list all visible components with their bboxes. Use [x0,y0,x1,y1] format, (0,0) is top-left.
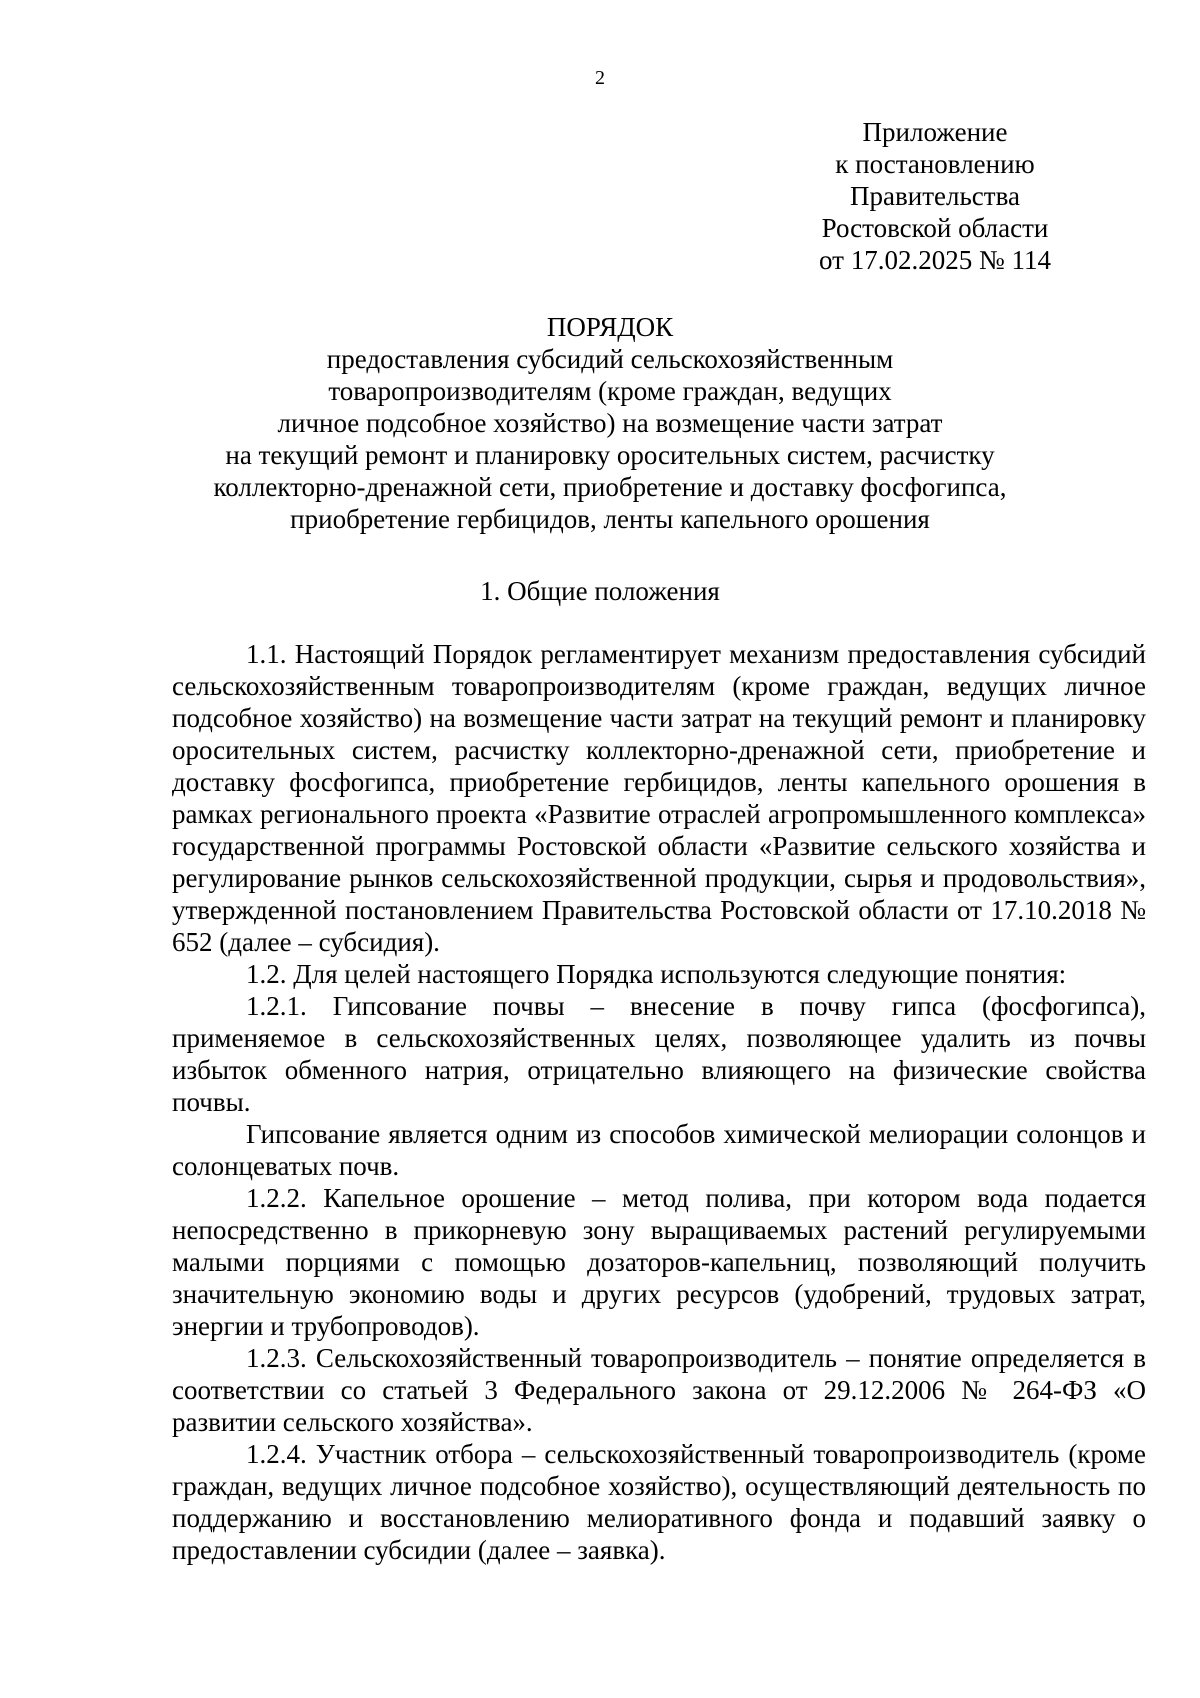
title-heading: ПОРЯДОК [546,312,674,342]
paragraph: 1.1. Настоящий Порядок регламентирует механизм предоставления субсидий сельскохозяйственным товаропроизводителям (кроме граждан, ведущих личное подсобное хозяйство) на возмещение части затрат на текущий ремонт и планировку оросительных систем, расчистку коллекторно-дренажной сети, приобретение и доставку фосфогипса, приобретение гербицидов, ленты капельного орошения в рамках регионального проекта «Развитие отраслей агропромышленного комплекса» государственной программы Ростовской области «Развитие сельского хозяйства и регулирование рынков сельскохозяйственной продукции, сырья и продовольствия», утвержденной постановлением Правительства Ростовской области от 17.10.2018 № 652 (далее – субсидия). [172,639,1146,957]
paragraph: Гипсование является одним из способов химической мелиорации солонцов и солонцеватых почв. [172,1119,1146,1181]
title-line: предоставления субсидий сельскохозяйственным [326,344,894,374]
title-line: приобретение гербицидов, ленты капельного орошения [290,504,930,534]
title-line: личное подсобное хозяйство) на возмещение части затрат [277,408,943,438]
paragraph: 1.2.4. Участник отбора – сельскохозяйственный товаропроизводитель (кроме граждан, ведущих личное подсобное хозяйство), осуществляющий деятельность по поддержанию и восстановлению мелиоративного фонда и подавший заявку о предоставлении субсидии (далее – заявка). [172,1439,1146,1565]
paragraph: 1.2.3. Сельскохозяйственный товаропроизводитель – понятие определяется в соответствии со статьей 3 Федерального закона от 29.12.2006 № 264-ФЗ «О развитии сельского хозяйства». [172,1343,1146,1437]
body-text [172,638,1146,1566]
paragraph: 1.2.1. Гипсование почвы – внесение в почву гипса (фосфогипса), применяемое в сельскохозяйственных целях, позволяющее удалить из почвы избыток обменного натрия, отрицательно влияющего на физические свойства почвы. [172,991,1146,1117]
approval-line: Ростовской области [821,213,1049,243]
title-line: товаропроизводителям (кроме граждан, ведущих [328,376,892,406]
paragraph: 1.2. Для целей настоящего Порядка используются следующие понятия: [246,959,1067,989]
page-number: 2 [595,67,605,89]
approval-line: к постановлению [835,149,1035,179]
approval-block [790,116,1080,276]
title-line: на текущий ремонт и планировку оросительных систем, расчистку [225,440,995,470]
title-line: коллекторно-дренажной сети, приобретение и доставку фосфогипса, [213,472,1007,502]
section-heading: 1. Общие положения [480,576,720,606]
document-title [150,311,1070,535]
paragraph: 1.2.2. Капельное орошение – метод полива, при котором вода подается непосредственно в прикорневую зону выращиваемых растений регулируемыми малыми порциями с помощью дозаторов-капельниц, позволяющий получить значительную экономию воды и других ресурсов (удобрений, трудовых затрат, энергии и трубопроводов). [172,1183,1146,1341]
approval-line: Правительства [850,181,1020,211]
approval-line: Приложение [862,117,1008,147]
approval-line: от 17.02.2025 № 114 [819,245,1051,275]
